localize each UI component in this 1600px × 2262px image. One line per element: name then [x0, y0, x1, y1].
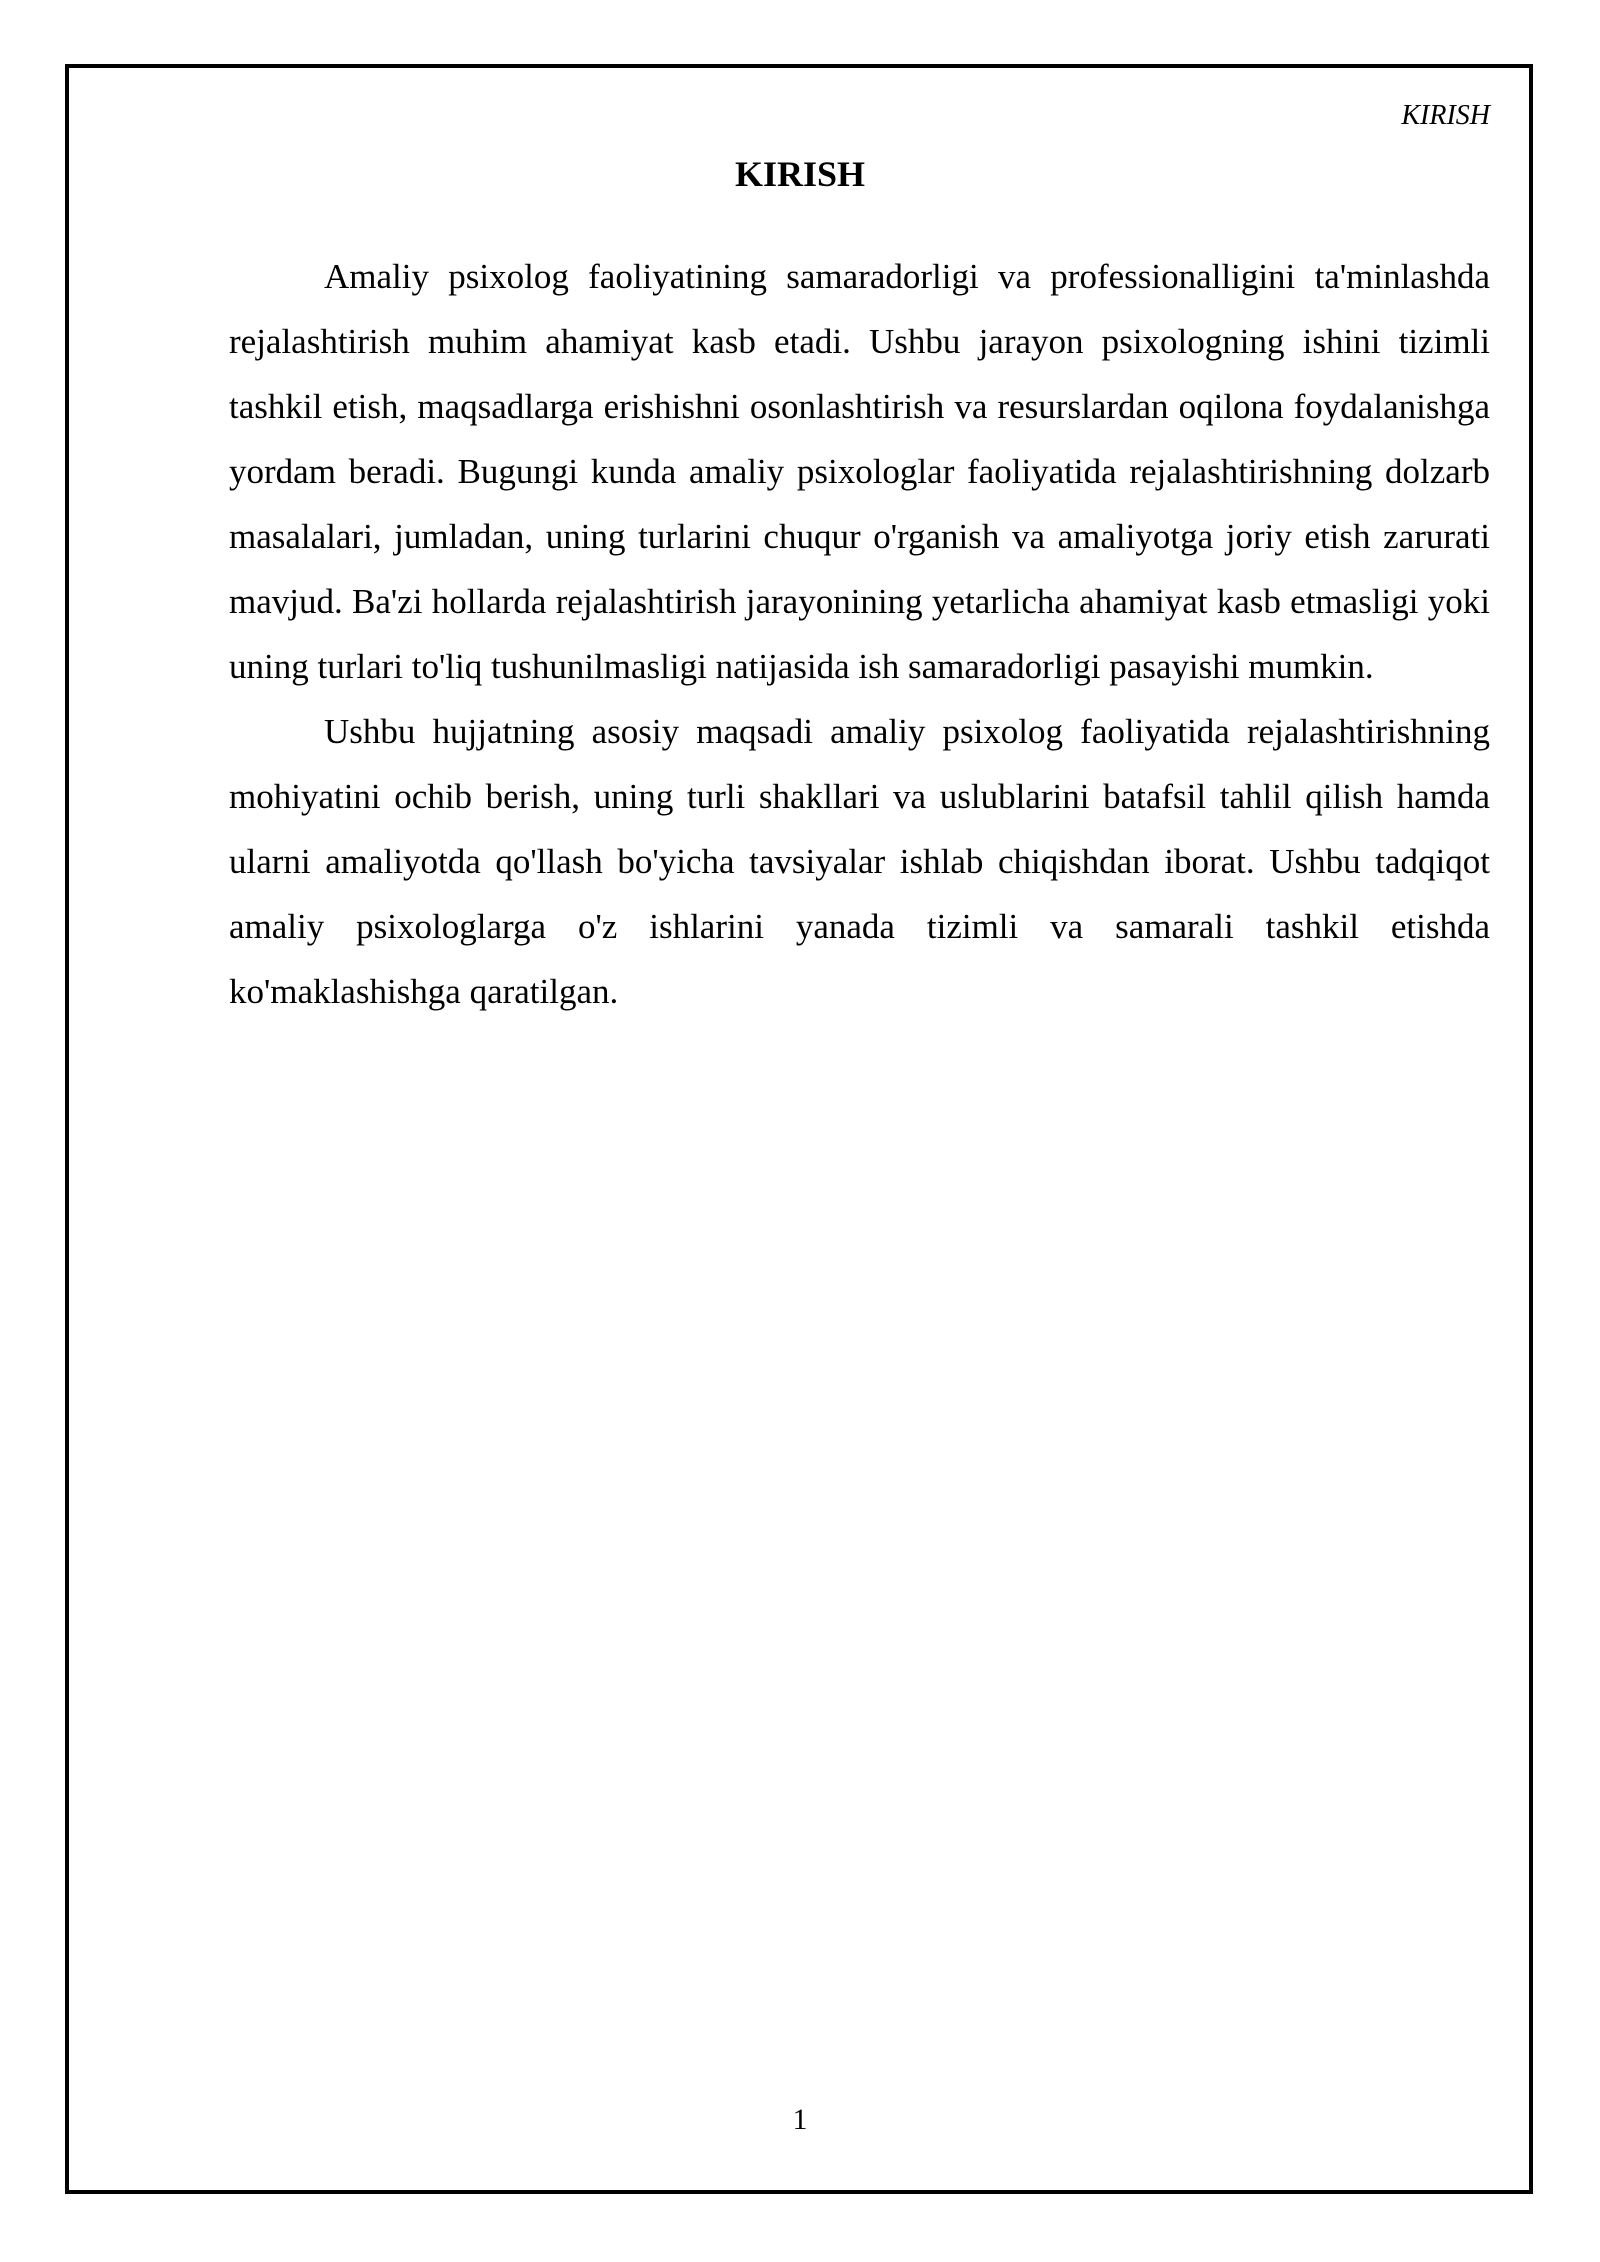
document-title: KIRISH	[734, 154, 866, 194]
body-text	[229, 244, 1490, 1024]
page-number: 1	[792, 2103, 808, 2136]
paragraph-2: Ushbu hujjatning asosiy maqsadi amaliy psixolog faoliyatida rejalashtirishning mohiyatini ochib berish, uning turli shakllari va uslublarini batafsil tahlil qilish hamda ularni amaliyotda qo'llash bo'yicha tavsiyalar ishlab chiqishdan iborat. Ushbu tadqiqot amaliy psixologlarga o'z ishlarini yanada tizimli va samarali tashkil etishda ko'maklashishga qaratilgan.	[229, 712, 1490, 1011]
paragraph-1: Amaliy psixolog faoliyatining samaradorligi va professionalligini ta'minlashda rejalashtirish muhim ahamiyat kasb etadi. Ushbu jarayon psixologning ishini tizimli tashkil etish, maqsadlarga erishishni osonlashtirish va resurslardan oqilona foydalanishga yordam beradi. Bugungi kunda amaliy psixologlar faoliyatida rejalashtirishning dolzarb masalalari, jumladan, uning turlarini chuqur o'rganish va amaliyotga joriy etish zarurati mavjud. Ba'zi hollarda rejalashtirish jarayonining yetarlicha ahamiyat kasb etmasligi yoki uning turlari to'liq tushunilmasligi natijasida ish samaradorligi pasayishi mumkin.	[229, 257, 1490, 686]
running-header: KIRISH	[1401, 100, 1490, 131]
